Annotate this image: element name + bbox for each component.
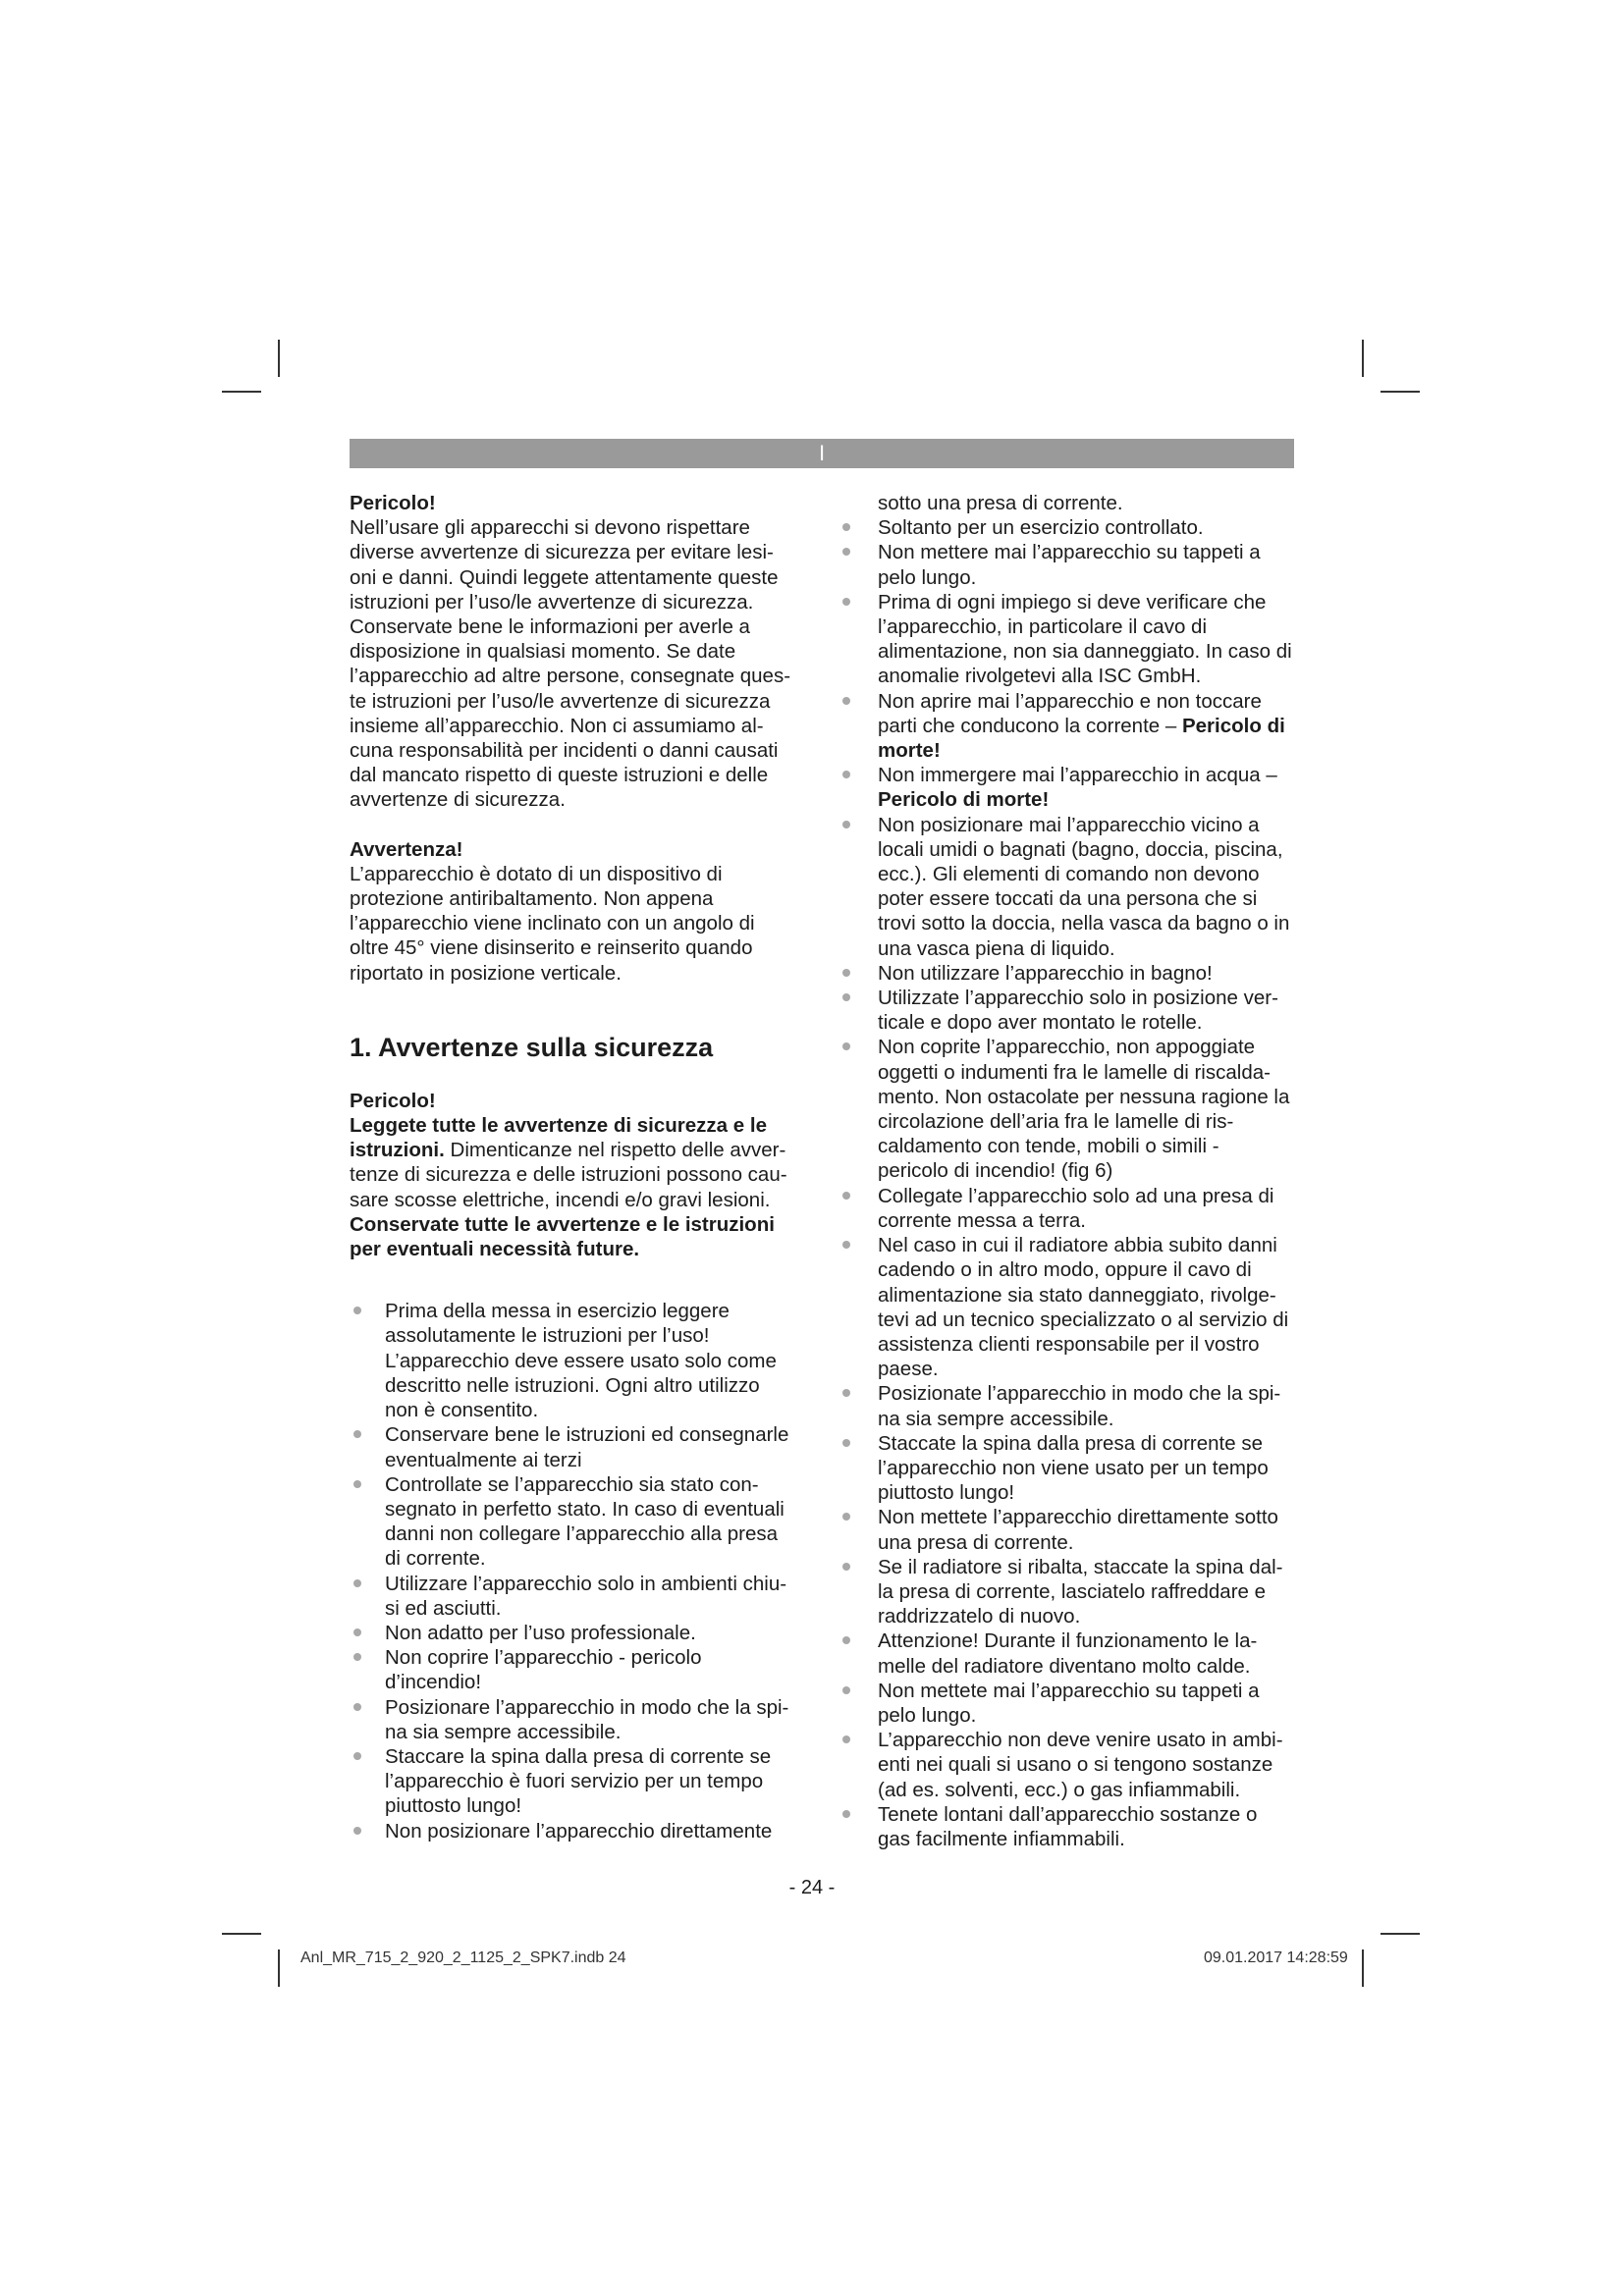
list-item	[842, 1431, 1294, 1506]
list-item-text: Prima di ogni impiego si deve verificare che l’apparecchio, in particolare il cavo di alimentazione, non sia danneggiato. In caso di anomalie rivolgetevi alla ISC GmbH.	[878, 590, 1292, 688]
list-item	[842, 515, 1294, 540]
bullet-icon	[842, 598, 850, 606]
list-item-text: Nel caso in cui il radiatore abbia subito danni cadendo o in altro modo, oppure il cavo di alimentazione sia stato danneggiato, rivolge-tevi ad un tecnico specializzato o al servizio di assistenza clienti responsabile per il vostro paese.	[878, 1234, 1289, 1381]
danger-of-death-text: Pericolo di morte!	[878, 788, 1050, 812]
crop-mark	[1380, 391, 1420, 393]
bullet-icon	[842, 1513, 850, 1521]
list-item	[842, 689, 1294, 764]
list-item-text: Se il radiatore si ribalta, staccate la spina dal-la presa di corrente, lasciatelo raffreddare e raddrizzatelo di nuovo.	[878, 1555, 1283, 1629]
list-item-text: Staccate la spina dalla presa di corrente se l’apparecchio non viene usato per un tempo piuttosto lungo!	[878, 1431, 1269, 1505]
bullet-icon	[842, 523, 850, 531]
left-bullet-list	[350, 1299, 797, 1842]
language-label: I	[818, 441, 826, 465]
language-header-bar	[350, 439, 1294, 468]
list-item-text: sotto una presa di corrente.	[878, 492, 1123, 514]
list-item-text: Conservare bene le istruzioni ed consegnarle eventualmente ai terzi	[385, 1423, 789, 1471]
danger-title: Pericolo!	[350, 492, 436, 514]
list-item-text: Prima della messa in esercizio leggere assolutamente le istruzioni per l’uso! L’apparecchio deve essere usato solo come descritto nelle istruzioni. Ogni altro utilizzo non è consentito.	[385, 1300, 777, 1422]
bullet-icon	[842, 548, 850, 556]
section-text: Dimenticanze nel rispetto delle avver-tenze di sicurezza e delle istruzioni possono cau-sare scosse elettriche, incendi e/o gravi lesioni.	[350, 1139, 787, 1211]
bullet-icon	[842, 969, 850, 977]
list-item	[350, 1299, 797, 1422]
list-item-text: Non adatto per l’uso professionale.	[385, 1621, 696, 1644]
list-item	[350, 1472, 797, 1572]
list-item	[350, 1422, 797, 1471]
list-item-text: Collegate l’apparecchio solo ad una presa di corrente messa a terra.	[878, 1184, 1274, 1232]
bullet-icon	[842, 697, 850, 705]
list-item	[842, 1035, 1294, 1183]
list-item	[842, 1679, 1294, 1728]
bullet-icon	[842, 1636, 850, 1644]
list-item	[842, 1728, 1294, 1802]
list-item	[350, 1819, 797, 1843]
list-item-text: Non immergere mai l’apparecchio in acqua –	[878, 764, 1277, 787]
list-item-text: Non coprire l’apparecchio - pericolo d’incendio!	[385, 1646, 702, 1694]
bullet-icon	[842, 1389, 850, 1397]
bullet-icon	[842, 821, 850, 828]
list-item-text: Non aprire mai l’apparecchio e non toccare parti che conducono la corrente –	[878, 689, 1262, 737]
bullet-icon	[353, 1653, 361, 1661]
list-item-text: Non coprite l’apparecchio, non appoggiate oggetti o indumenti fra le lamelle di riscalda-mento. Non ostacolate per nessuna ragione la circolazione dell’aria fra le lamelle di ris-caldamento con tende, mobili o simili - pericolo di incendio! (fig 6)	[878, 1036, 1290, 1183]
list-item	[842, 813, 1294, 961]
bullet-icon	[353, 1629, 361, 1636]
page-number: - 24 -	[788, 1877, 836, 1898]
list-item	[842, 1184, 1294, 1233]
list-item-text: Non mettete mai l’apparecchio su tappeti a pelo lungo.	[878, 1679, 1260, 1727]
list-item	[350, 1695, 797, 1744]
list-item	[350, 1645, 797, 1694]
list-item-text: Non utilizzare l’apparecchio in bagno!	[878, 961, 1213, 985]
list-item	[350, 1744, 797, 1819]
footer-filename: Anl_MR_715_2_920_2_1125_2_SPK7.indb 24	[300, 1949, 626, 1966]
crop-mark	[278, 340, 280, 377]
list-item-text: Posizionate l’apparecchio in modo che la spi-na sia sempre accessibile.	[878, 1382, 1281, 1430]
list-item	[842, 1555, 1294, 1629]
bullet-icon	[842, 1686, 850, 1694]
section-bold-intro: Leggete tutte le avvertenze di sicurezza e le istruzioni.	[350, 1114, 767, 1162]
bullet-icon	[353, 1480, 361, 1488]
list-item-text: L’apparecchio non deve venire usato in ambi-enti nei quali si usano o si tengono sostanze (ad es. solventi, ecc.) o gas infiammabili.	[878, 1729, 1283, 1801]
list-item-text: Staccare la spina dalla presa di corrente se l’apparecchio è fuori servizio per un tempo piuttosto lungo!	[385, 1744, 772, 1818]
list-item	[842, 1381, 1294, 1430]
list-item-text: Non mettete l’apparecchio direttamente sotto una presa di corrente.	[878, 1506, 1278, 1554]
bullet-icon	[842, 993, 850, 1001]
crop-mark	[222, 1933, 261, 1935]
list-item-text: Non mettere mai l’apparecchio su tappeti a pelo lungo.	[878, 541, 1261, 589]
list-item-text: Non posizionare mai l’apparecchio vicino a locali umidi o bagnati (bagno, doccia, piscina, ecc.). Gli elementi di comando non devono poter essere toccati da una persona che si trovi sotto la doccia, nella vasca da bagno o in una vasca piena di liquido.	[878, 813, 1290, 960]
list-item-text: Attenzione! Durante il funzionamento le la-melle del radiatore diventano molto calde.	[878, 1629, 1258, 1678]
bullet-icon	[842, 1735, 850, 1743]
list-item-text: Tenete lontani dall’apparecchio sostanze o gas facilmente infiammabili.	[878, 1802, 1258, 1850]
warning-text: L’apparecchio è dotato di un dispositivo di protezione antiribaltamento. Non appena l’apparecchio viene inclinato con un angolo di oltre 45° viene disinserito e reinserito quando riportato in posizione verticale.	[350, 862, 755, 985]
danger-text: Nell’usare gli apparecchi si devono rispettare diverse avvertenze di sicurezza per evitare lesi-oni e danni. Quindi leggete attentamente queste istruzioni per l’uso/le avvertenze di sicurezza. Conservate bene le informazioni per averle a disposizione in qualsiasi momento. Se date l’apparecchio ad altre persone, consegnate ques-te istruzioni per l’uso/le avvertenze di sicurezza insieme all’apparecchio. Non ci assumiamo al-cuna responsabilità per incidenti o danni causati dal mancato rispetto di queste istruzioni e delle avvertenze di sicurezza.	[350, 516, 791, 812]
list-item	[842, 986, 1294, 1035]
list-item	[842, 1505, 1294, 1554]
list-item-text: Utilizzare l’apparecchio solo in ambienti chiu-si ed asciutti.	[385, 1572, 787, 1620]
warning-title: Avvertenza!	[350, 837, 463, 861]
bullet-icon	[353, 1703, 361, 1711]
section-danger-title: Pericolo!	[350, 1089, 436, 1112]
bullet-icon	[353, 1827, 361, 1835]
list-item	[842, 590, 1294, 689]
list-item	[842, 961, 1294, 986]
bullet-icon	[353, 1579, 361, 1587]
list-item-text: Soltanto per un esercizio controllato.	[878, 516, 1204, 540]
bullet-icon	[353, 1430, 361, 1438]
bullet-icon	[842, 1810, 850, 1818]
section-bold-keep: Conservate tutte le avvertenze e le istruzioni per eventuali necessità future.	[350, 1212, 775, 1261]
bullet-icon	[353, 1752, 361, 1760]
list-item-text: Posizionare l’apparecchio in modo che la spi-na sia sempre accessibile.	[385, 1695, 789, 1743]
bullet-icon	[842, 1241, 850, 1249]
bullet-icon	[842, 1042, 850, 1050]
list-item-text: Controllate se l’apparecchio sia stato con-segnato in perfetto stato. In caso di eventuali danni non collegare l’apparecchio alla presa di corrente.	[385, 1472, 785, 1571]
left-column	[350, 491, 797, 1843]
list-item	[842, 1629, 1294, 1678]
section-paragraph	[350, 1113, 797, 1212]
crop-mark	[1362, 340, 1364, 377]
footer-timestamp: 09.01.2017 14:28:59	[1204, 1949, 1348, 1966]
crop-mark	[278, 1949, 280, 1987]
danger-of-death-text: Pericolo di morte!	[878, 714, 1285, 763]
list-item-text: Non posizionare l’apparecchio direttamente	[385, 1819, 773, 1842]
right-column	[842, 491, 1294, 1851]
list-item	[350, 1621, 797, 1645]
crop-mark	[1362, 1949, 1364, 1987]
bullet-icon	[353, 1307, 361, 1314]
crop-mark	[222, 391, 261, 393]
list-item	[842, 540, 1294, 589]
bullet-icon	[842, 1439, 850, 1447]
bullet-icon	[842, 1563, 850, 1571]
bullet-icon	[842, 1192, 850, 1200]
right-bullet-list	[842, 491, 1294, 1851]
list-item-text: Utilizzate l’apparecchio solo in posizione ver-ticale e dopo aver montato le rotelle.	[878, 987, 1278, 1035]
list-item	[842, 1802, 1294, 1851]
list-item-continuation	[842, 491, 1294, 515]
list-item	[842, 1233, 1294, 1381]
list-item	[842, 763, 1294, 812]
list-item	[350, 1572, 797, 1621]
crop-mark	[1380, 1933, 1420, 1935]
bullet-icon	[842, 771, 850, 778]
section-title: 1. Avvertenze sulla sicurezza	[350, 1032, 714, 1062]
